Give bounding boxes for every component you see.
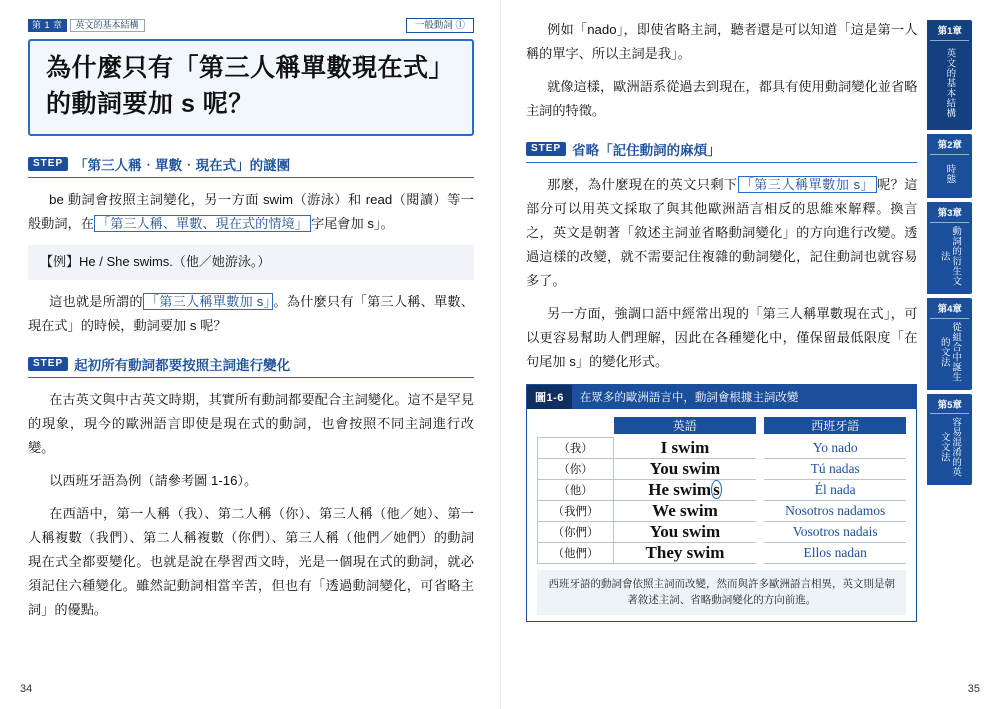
figure-number: 圖1-6 — [527, 385, 572, 409]
side-tab-chapter-1[interactable] — [927, 20, 972, 130]
right-page — [500, 0, 1000, 709]
table-header-english: 英語 — [614, 417, 756, 434]
side-tab-number: 第4章 — [930, 304, 969, 319]
side-tab-label: 動詞的衍生文法 — [938, 225, 962, 286]
paragraph: 在西語中，第一人稱（我）、第二人稱（你）、第三人稱（他／她）、第一人稱複數（我們）、第二人稱複數（你們）、第三人稱（他們／她們）的動詞現在式全都要變化。也就是說在學習西文時，光是一個現在式的動詞，就必須記住六種變化。雖然記動詞相當辛苦，但也有「透過動詞變化，可省略主詞」的優點。 — [28, 505, 474, 617]
cell-gap — [756, 500, 764, 521]
cell-spanish: Él nada — [764, 479, 906, 500]
side-tab-label: 時態 — [944, 163, 956, 184]
figure-note: 西班牙語的動詞會依照主詞而改變，然而與許多歐洲語言相異，英文則是朝著敘述主詞、省略動詞變化的方向前進。 — [537, 570, 906, 616]
cell-gap — [756, 479, 764, 500]
cell-person: （我們） — [538, 500, 614, 521]
section-heading-2 — [28, 354, 474, 378]
chapter-name-tag: 英文的基本結構 — [70, 19, 145, 32]
cell-english: They swim — [614, 542, 756, 563]
highlighted-phrase: 「第三人稱單數加 s」 — [738, 176, 878, 193]
paragraph: be 動詞會按照主詞變化，另一方面 swim（游泳）和 read（閱讀）等一般動詞，在 「第三人稱、單數、現在式的情境」 字尾會加 s」。 — [28, 192, 474, 232]
paragraph: 在古英文與中古英文時期，其實所有動詞都要配合主詞變化。這不是罕見的現象，現今的歐洲語言即使是現在式的動詞，也會按照不同主詞進行改變。 — [28, 391, 474, 455]
right-page-layout — [526, 18, 972, 622]
side-tab-number: 第2章 — [930, 140, 969, 155]
side-tab-label: 容易混淆的英文文法 — [938, 417, 962, 478]
figure-caption — [527, 385, 916, 409]
cell-english: You swim — [614, 458, 756, 479]
cell-person: （他） — [538, 479, 614, 500]
step-badge: STEP — [28, 357, 68, 371]
page-number-left: 34 — [20, 683, 33, 695]
table-row — [538, 479, 907, 500]
table-row — [538, 521, 907, 542]
table-row — [538, 438, 907, 459]
side-tab-label: 從組合中誕生的文法 — [938, 321, 962, 382]
page-number-right: 35 — [967, 683, 980, 695]
cell-spanish: Vosotros nadais — [764, 521, 906, 542]
unit-tag: 一般動詞 ① — [406, 18, 474, 33]
chapter-side-tabs — [927, 18, 972, 622]
step-badge: STEP — [28, 157, 68, 171]
section-title: 「第三人稱‧單數‧現在式」的謎團 — [74, 158, 291, 173]
conjugation-table — [537, 417, 906, 564]
cell-spanish: Ellos nadan — [764, 542, 906, 563]
table-row — [538, 542, 907, 563]
cell-person: （你們） — [538, 521, 614, 542]
table-header-gap — [756, 417, 764, 434]
highlighted-phrase: 「第三人稱、單數、現在式的情境」 — [94, 215, 311, 232]
paragraph: 那麼，為什麼現在的英文只剩下 「第三人稱單數加 s」 呢？這部分可以用英文採取了與其他歐洲語言相反的思維來解釋。換言之，英文是朝著「敘述主詞並省略動詞變化」的方向進行改變。透過這樣的改變，就不需要記住複雜的動詞變化，記住動詞也就容易多了。 — [526, 177, 918, 289]
figure-title: 在眾多的歐洲語言中，動詞會根據主詞改變 — [579, 392, 799, 405]
side-tab-chapter-4[interactable] — [927, 298, 972, 390]
paragraph: 這也就是所謂的 「第三人稱單數加 s」 。為什麼只有「第三人稱、單數、現在式」的時候，動詞要加 s 呢？ — [28, 293, 474, 333]
section-title: 起初所有動詞都要按照主詞進行變化 — [74, 357, 291, 373]
figure-body — [527, 409, 916, 621]
side-tab-label: 英文的基本結構 — [944, 47, 956, 118]
paragraph: 另一方面，強調口語中經常出現的「第三人稱單數現在式」，可以更容易幫助人們理解，因此在各種變化中，僅保留最低限度「在句尾加 s」的變化形式。 — [526, 306, 918, 370]
section-heading-1 — [28, 154, 474, 178]
cell-person: （你） — [538, 458, 614, 479]
figure-table — [526, 384, 917, 622]
cell-gap — [756, 521, 764, 542]
step-badge: STEP — [526, 142, 566, 156]
table-header-spanish: 西班牙語 — [764, 417, 906, 434]
table-row — [538, 458, 907, 479]
cell-spanish: Tú nadas — [764, 458, 906, 479]
cell-english-highlighted: He swim s — [614, 479, 756, 500]
cell-person: （我） — [538, 438, 614, 459]
chapter-header — [28, 18, 474, 33]
side-tab-chapter-3[interactable] — [927, 202, 972, 294]
table-header-blank — [538, 417, 614, 434]
cell-english: You swim — [614, 521, 756, 542]
section-heading-3 — [526, 139, 917, 163]
side-tab-number: 第3章 — [930, 208, 969, 223]
side-tab-chapter-2[interactable] — [927, 134, 972, 198]
right-content-column — [526, 18, 917, 622]
title-box — [28, 39, 474, 136]
paragraph: 就像這樣，歐洲語系從過去到現在，都具有使用動詞變化並省略主詞的特徵。 — [526, 79, 918, 119]
side-tab-chapter-5[interactable] — [927, 394, 972, 486]
paragraph: 例如「nado」，即使省略主詞，聽者還是可以知道「這是第一人稱的單字、所以主詞是我」。 — [526, 22, 918, 62]
page-title: 為什麼只有「第三人稱單數現在式」的動詞要加 s 呢？ — [46, 54, 455, 118]
paragraph: 以西班牙語為例（請參考圖 1-16）。 — [49, 472, 258, 488]
chapter-number-tag: 第 1 章 — [28, 19, 67, 32]
cell-person: （他們） — [538, 542, 614, 563]
side-tab-number: 第5章 — [930, 400, 969, 415]
side-tab-number: 第1章 — [930, 26, 969, 41]
cell-gap — [756, 438, 764, 459]
table-header-row — [538, 417, 907, 434]
circled-s-marker: s — [713, 479, 720, 499]
table-row — [538, 500, 907, 521]
cell-english: We swim — [614, 500, 756, 521]
cell-english: I swim — [614, 438, 756, 459]
cell-gap — [756, 458, 764, 479]
section-title: 省略「記住動詞的麻煩」 — [572, 143, 721, 159]
cell-spanish: Nosotros nadamos — [764, 500, 906, 521]
cell-gap — [756, 542, 764, 563]
highlighted-phrase: 「第三人稱單數加 s」 — [143, 293, 274, 310]
example-box: 【例】He / She swims.（他／她游泳。） — [28, 245, 474, 280]
cell-spanish: Yo nado — [764, 438, 906, 459]
